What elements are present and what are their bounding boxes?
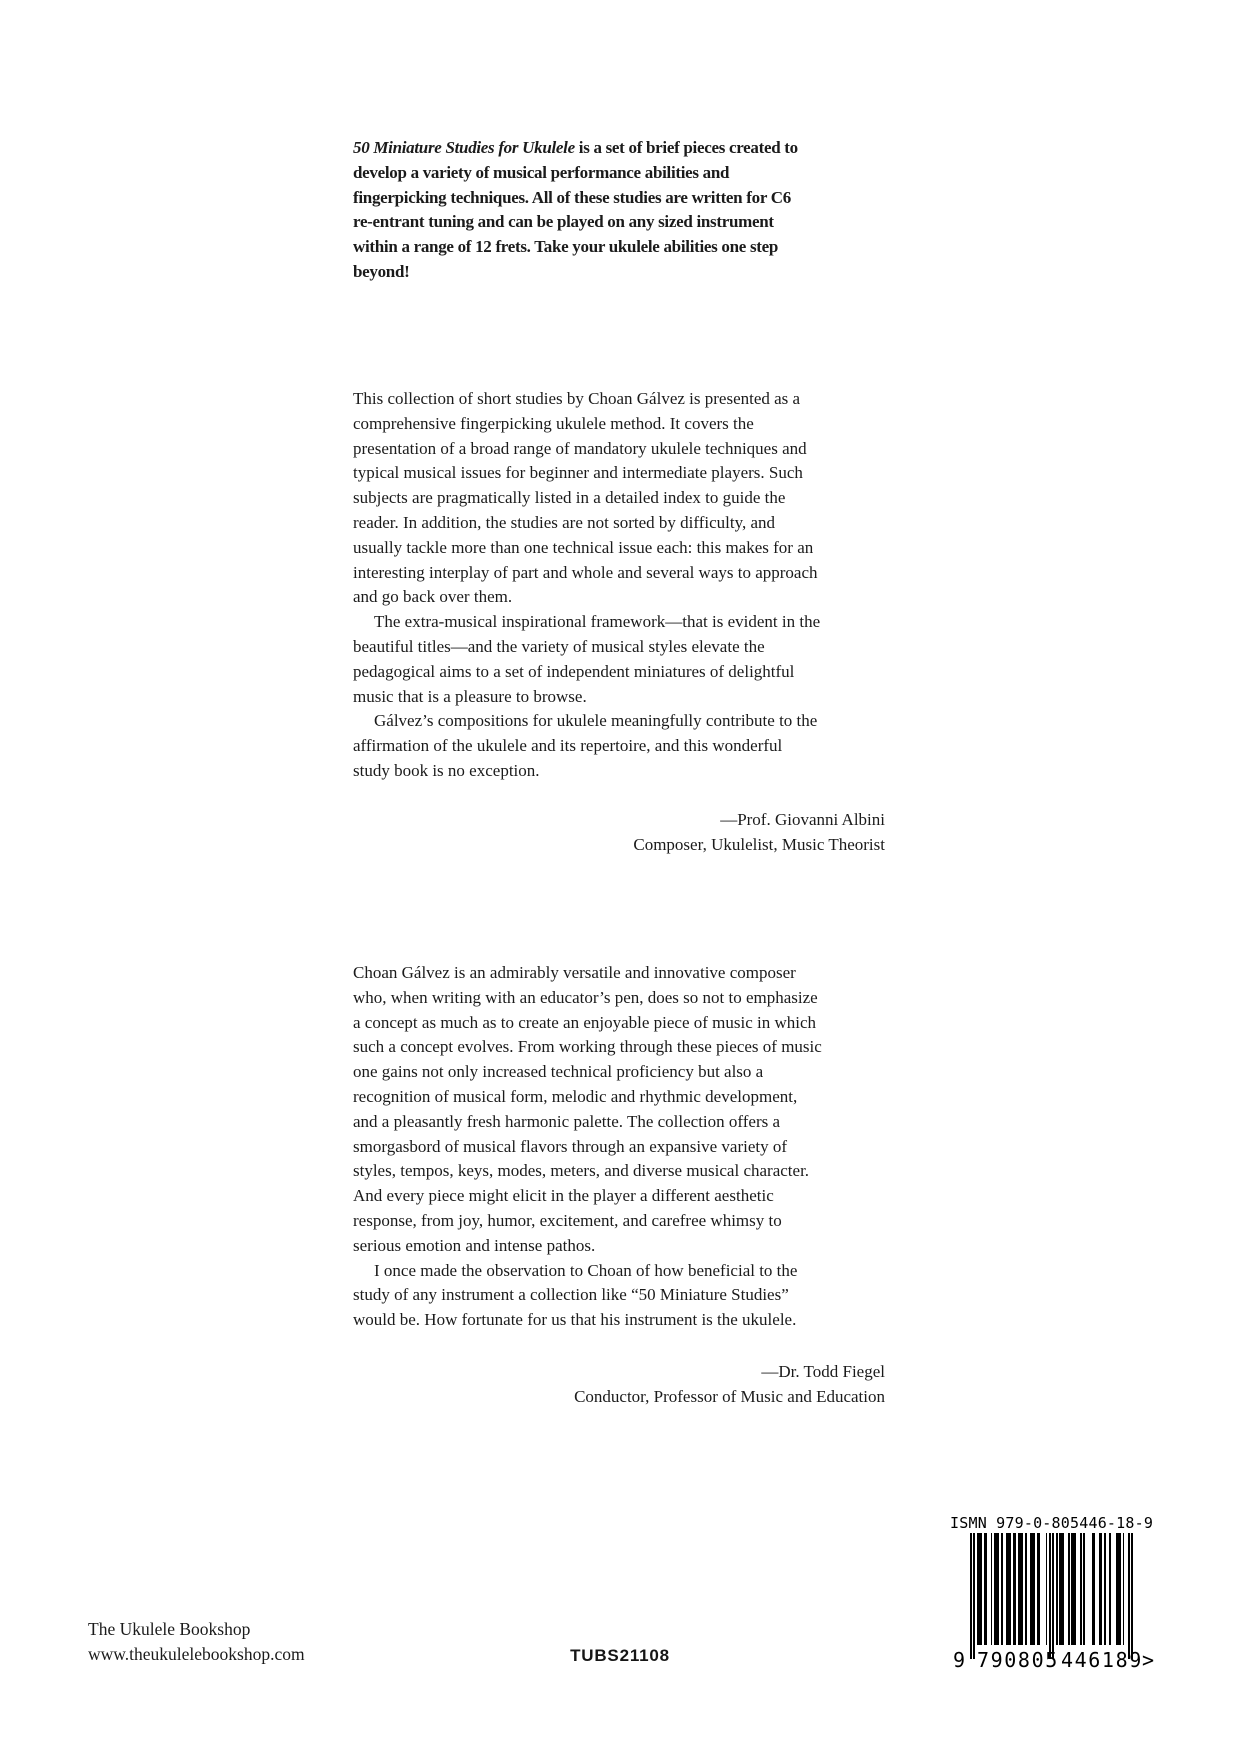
text-line: typical musical issues for beginner and intermediate players. Such (353, 463, 803, 483)
reviewer-name: —Dr. Todd Fiegel (761, 1362, 885, 1381)
intro-paragraph (353, 136, 913, 285)
text-line: re-entrant tuning and can be played on any sized instrument (353, 212, 774, 232)
text-line: I once made the observation to Choan of how beneficial to the (374, 1260, 798, 1280)
barcode (950, 1514, 1165, 1679)
review-fiegel-paragraph (353, 961, 913, 1333)
barcode-bar (1018, 1533, 1023, 1645)
text-line: reader. In addition, the studies are not sorted by difficulty, and (353, 512, 776, 532)
text-line: one gains not only increased technical proficiency but also a (353, 1062, 764, 1082)
text-line: usually tackle more than one technical issue each: this makes for an (353, 537, 814, 557)
barcode-bar (1052, 1533, 1054, 1659)
barcode-bar (1001, 1533, 1003, 1645)
text-line: This collection of short studies by Choan Gálvez is presented as a (353, 389, 801, 408)
text-line: beautiful titles—and the variety of musical styles elevate the (353, 636, 765, 656)
barcode-digits-right: 446189 (1061, 1648, 1143, 1672)
text-line: comprehensive fingerpicking ukulele method. It covers the (353, 413, 754, 433)
ismn-label: ISMN 979-0-805446-18-9 (950, 1514, 1154, 1532)
fiegel-signature-block (353, 1359, 885, 1409)
barcode-bar (1006, 1533, 1011, 1645)
barcode-bar (1059, 1533, 1064, 1645)
text-line: such a concept evolves. From working through these pieces of music (353, 1037, 822, 1057)
barcode-bars (970, 1533, 1134, 1660)
barcode-bar (970, 1533, 972, 1659)
barcode-bar (1128, 1533, 1130, 1659)
text-line: music that is a pleasure to browse. (353, 686, 587, 706)
text-line: styles, tempos, keys, modes, meters, and diverse musical character. (353, 1161, 810, 1181)
barcode-bar (1099, 1533, 1102, 1645)
review-albini-paragraph (353, 387, 913, 784)
text-line: Gálvez’s compositions for ukulele meaningfully contribute to the (374, 711, 818, 731)
barcode-bar (1092, 1533, 1095, 1645)
intro-first-line-rest: is a set of brief pieces created to (574, 138, 798, 157)
text-line: would be. How fortunate for us that his instrument is the ukulele. (353, 1310, 797, 1330)
catalog-number: TUBS21108 (570, 1646, 670, 1665)
barcode-bar (1131, 1533, 1133, 1659)
barcode-bar (994, 1533, 999, 1645)
barcode-bar (1068, 1533, 1070, 1645)
text-line: subjects are pragmatically listed in a detailed index to guide the (353, 488, 786, 508)
albini-signature-block (353, 807, 885, 857)
text-line: response, from joy, humor, excitement, and carefree whimsy to (353, 1210, 782, 1230)
text-line: pedagogical aims to a set of independent miniatures of delightful (353, 661, 795, 681)
barcode-bar (1049, 1533, 1051, 1659)
barcode-bar (1025, 1533, 1027, 1645)
text-line: Choan Gálvez is an admirably versatile and innovative composer (353, 963, 796, 982)
barcode-bar (1104, 1533, 1106, 1645)
intro-lines (353, 161, 913, 285)
text-line: and a pleasantly fresh harmonic palette. The collection offers a (353, 1111, 781, 1131)
text-line: fingerpicking techniques. All of these studies are written for C6 (353, 187, 791, 207)
barcode-bar (1109, 1533, 1111, 1645)
text-line: smorgasbord of musical flavors through an expansive variety of (353, 1136, 788, 1156)
publisher-url: www.theukulelebookshop.com (88, 1644, 305, 1664)
text-line: a concept as much as to create an enjoyable piece of music in which (353, 1012, 817, 1032)
barcode-bar (991, 1533, 993, 1645)
barcode-bar (973, 1533, 975, 1659)
text-line: develop a variety of musical performance abilities and (353, 162, 730, 182)
barcode-bar (1056, 1533, 1058, 1645)
text-line: study book is no exception. (353, 760, 540, 780)
barcode-quiet-zone-mark: > (1142, 1648, 1155, 1672)
text-line: And every piece might elicit in the player a different aesthetic (353, 1186, 774, 1206)
text-line: recognition of musical form, melodic and rhythmic development, (353, 1086, 798, 1106)
intro-first-line (353, 136, 913, 161)
barcode-bar (1080, 1533, 1082, 1645)
publisher-name: The Ukulele Bookshop (88, 1619, 251, 1639)
barcode-bar (1037, 1533, 1040, 1645)
text-line: within a range of 12 frets. Take your ukulele abilities one step (353, 237, 779, 257)
text-line: affirmation of the ukulele and its repertoire, and this wonderful (353, 736, 783, 756)
reviewer-role: Conductor, Professor of Music and Education (574, 1387, 885, 1406)
text-line: serious emotion and intense pathos. (353, 1235, 596, 1255)
barcode-bar (1030, 1533, 1035, 1645)
barcode-bar (1013, 1533, 1016, 1645)
text-line: who, when writing with an educator’s pen, does so not to emphasize (353, 987, 818, 1007)
text-line: presentation of a broad range of mandatory ukulele techniques and (353, 438, 807, 458)
text-line: The extra-musical inspirational framework—that is evident in the (374, 612, 821, 632)
text-line: study of any instrument a collection like “50 Miniature Studies” (353, 1285, 789, 1305)
barcode-digit-system: 9 (953, 1648, 966, 1672)
text-line: beyond! (353, 261, 410, 281)
book-title: 50 Miniature Studies for Ukulele (353, 138, 575, 157)
barcode-bar (1083, 1533, 1085, 1645)
barcode-bar (1116, 1533, 1121, 1645)
reviewer-name: —Prof. Giovanni Albini (720, 810, 885, 829)
text-line: interesting interplay of part and whole and several ways to approach (353, 562, 818, 582)
text-line: and go back over them. (353, 587, 513, 607)
barcode-digits-left: 790805 (977, 1648, 1059, 1672)
barcode-bar (1123, 1533, 1125, 1645)
barcode-bar (1046, 1533, 1048, 1645)
barcode-bar (977, 1533, 982, 1645)
reviewer-role: Composer, Ukulelist, Music Theorist (633, 835, 885, 854)
barcode-bar (984, 1533, 987, 1645)
barcode-bar (1071, 1533, 1076, 1645)
